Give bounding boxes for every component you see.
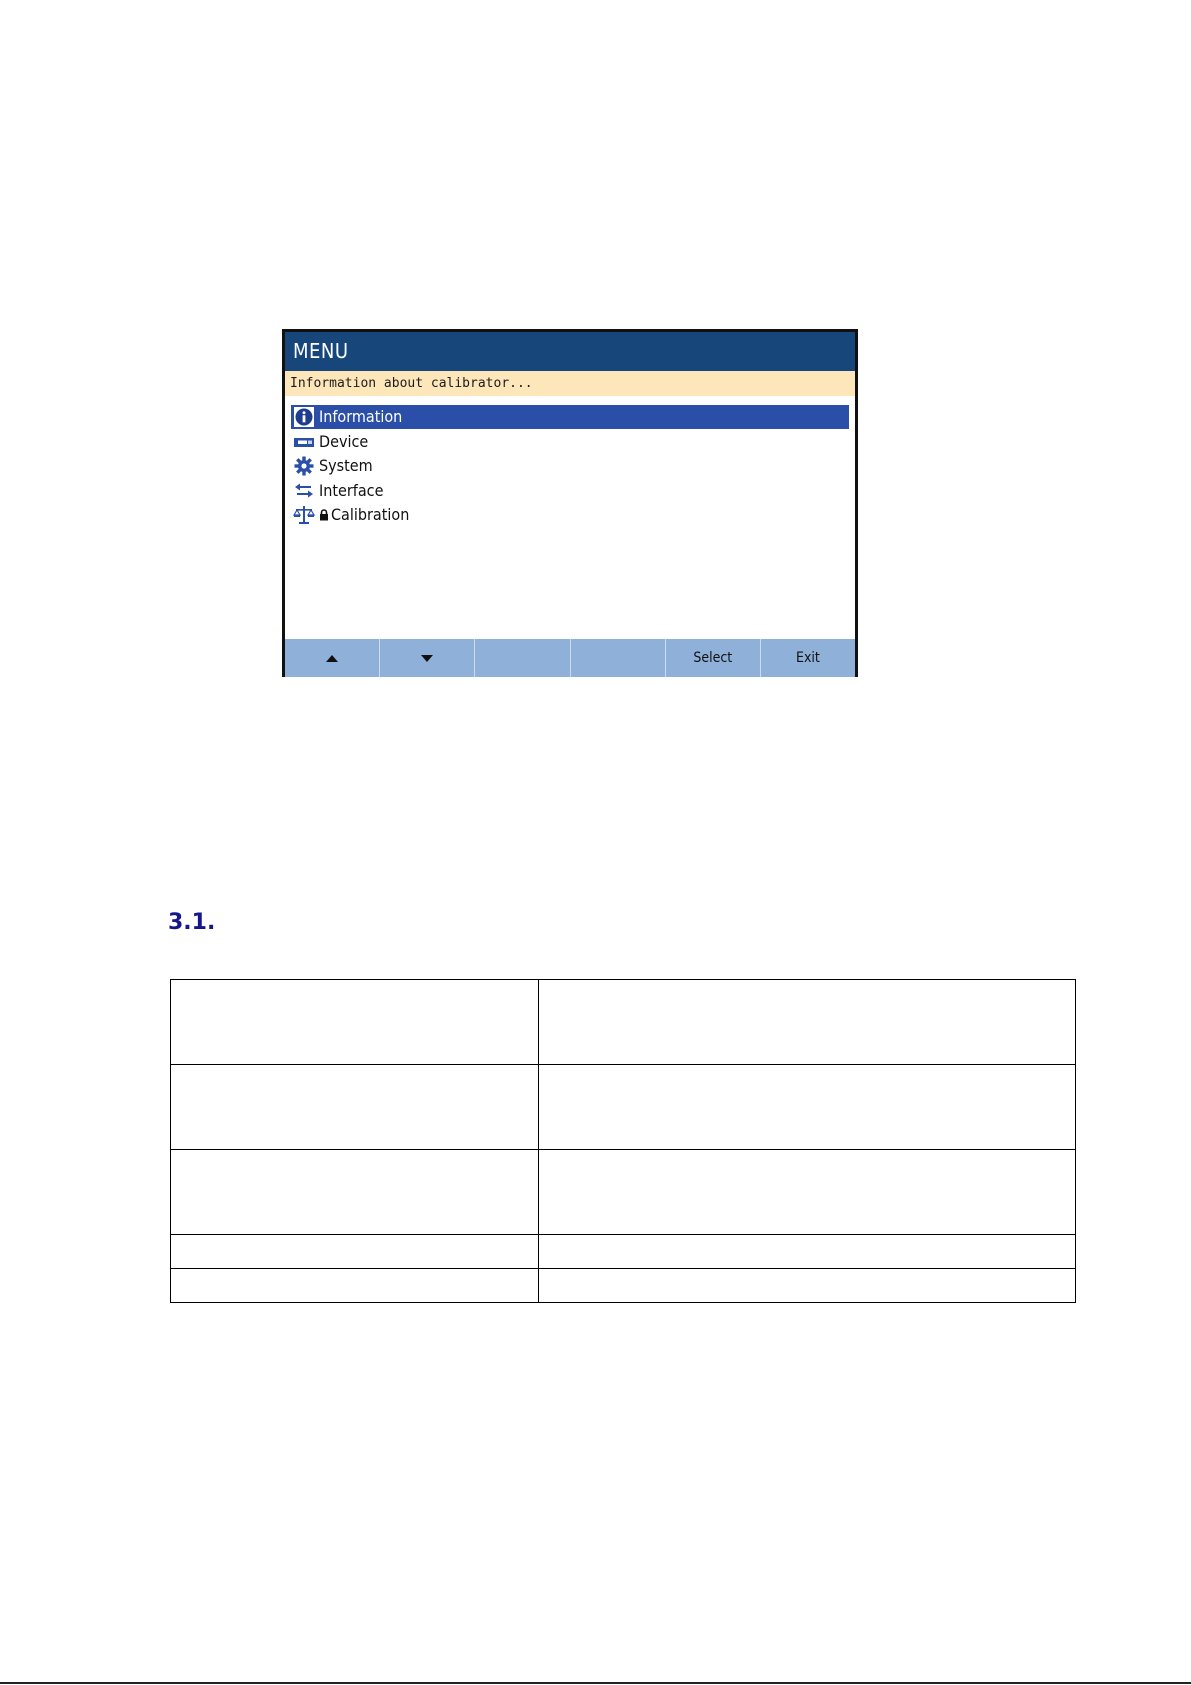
softkey-4[interactable] [571,639,666,677]
up-arrow-icon [326,650,338,666]
calibrator-screen [282,329,858,677]
menu-item-label: Interface [319,480,384,500]
softkey-3[interactable] [475,639,570,677]
table-row [171,1150,1076,1235]
section-number: 3.1. [168,910,216,935]
lock-icon [319,509,329,521]
softkey-up[interactable] [285,639,380,677]
menu-item-device[interactable] [291,430,849,454]
table-cell [539,1065,1076,1150]
menu-item-label: Calibration [331,505,410,524]
info-icon [293,406,315,428]
softkey-bar [285,639,855,677]
table-cell [171,1065,539,1150]
table-row [171,1235,1076,1269]
table-row [171,1269,1076,1303]
table-cell [171,980,539,1065]
menu-hint: Information about calibrator... [285,371,855,396]
table-cell [539,980,1076,1065]
table-row [171,980,1076,1065]
menu-item-label: Information [319,407,403,426]
menu-item-calibration[interactable] [291,503,849,527]
menu-item-interface[interactable] [291,479,849,503]
table-cell [539,1150,1076,1235]
menu-item-label: Device [319,431,369,451]
table-cell [171,1269,539,1303]
menu-list [291,405,849,528]
menu-item-system[interactable] [291,454,849,478]
footer-divider [0,1682,1191,1684]
softkey-select[interactable]: Select [666,639,761,677]
softkey-down[interactable] [380,639,475,677]
menu-title: MENU [285,332,855,371]
spec-table [170,979,1076,1303]
device-icon [293,431,315,453]
table-cell [171,1235,539,1269]
table-row [171,1065,1076,1150]
table-cell [539,1235,1076,1269]
scale-icon [293,504,315,526]
menu-item-information[interactable] [291,405,849,429]
interface-arrows-icon [293,480,315,502]
gear-icon [293,455,315,477]
table-cell [539,1269,1076,1303]
menu-item-label: System [319,456,373,475]
down-arrow-icon [421,650,433,666]
table-cell [171,1150,539,1235]
softkey-exit[interactable]: Exit [796,650,820,666]
